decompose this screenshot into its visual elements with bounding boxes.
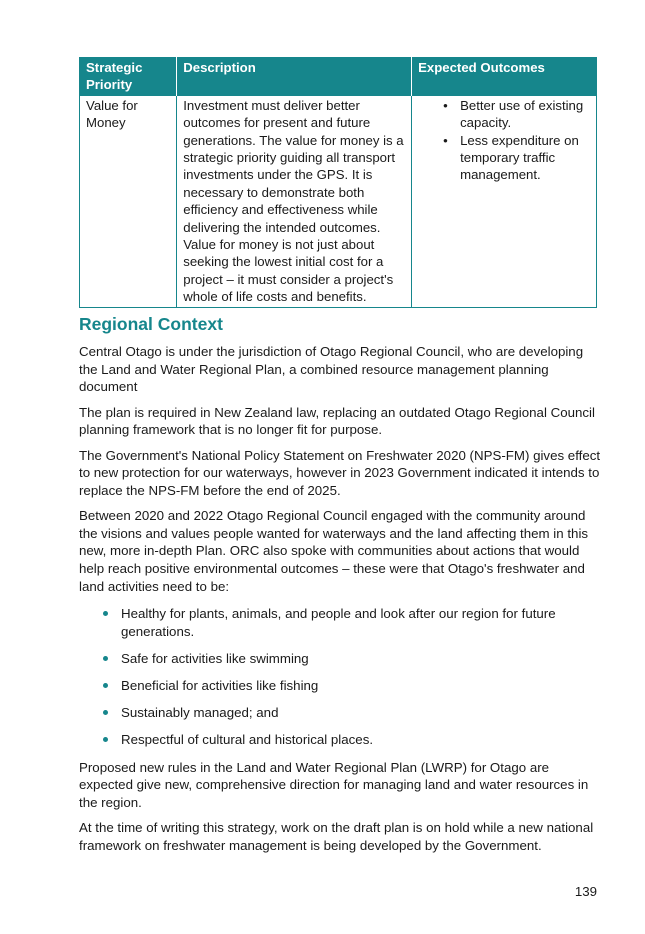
header-strategic-priority: Strategic Priority <box>80 57 177 95</box>
paragraph: The Government's National Policy Statement on Freshwater 2020 (NPS-FM) gives effect to new protection for our waterways, however in 2023 Government indicated it intends to replace the NPS-FM before the end of 2025. <box>79 447 601 498</box>
outcome-item: • Less expenditure on temporary traffic management. <box>418 132 590 184</box>
table-header-row <box>80 57 597 95</box>
list-item: Sustainably managed; and <box>79 704 601 722</box>
paragraph: The plan is required in New Zealand law, replacing an outdated Otago Regional Council planning framework that is no longer fit for purpose. <box>79 404 595 438</box>
page-number: 139 <box>574 884 597 899</box>
outcome-item: • Better use of existing capacity. <box>418 97 590 132</box>
freshwater-values-list <box>79 605 601 749</box>
cell-priority: Value for Money <box>80 95 177 307</box>
list-item: Safe for activities like swimming <box>79 650 601 668</box>
outcomes-list <box>418 97 590 184</box>
header-expected-outcomes: Expected Outcomes <box>412 57 597 95</box>
paragraph: Proposed new rules in the Land and Water Regional Plan (LWRP) for Otago are expected give new, comprehensive direction for managing land and water resources in the region. <box>79 759 589 810</box>
list-item: Respectful of cultural and historical places. <box>79 731 601 749</box>
cell-description: Investment must deliver better outcomes for present and future generations. The value for money is a strategic priority guiding all transport investments under the GPS. It is necessary to demonstrate both efficiency and effectiveness while delivering the intended outcomes. Value for money is not just about seeking the lowest initial cost for a project – it must consider a project's whole of life costs and benefits. <box>177 95 412 307</box>
section-heading: Regional Context <box>79 314 223 334</box>
table-row <box>80 95 597 307</box>
paragraph: Between 2020 and 2022 Otago Regional Council engaged with the community around the visions and values people wanted for waterways and the land affecting them in this new, more in-depth Plan. ORC also spoke with communities about actions that would help reach positive environmental outcomes – these were that Otago's freshwater and land activities need to be: <box>79 508 589 594</box>
strategic-priority-table <box>79 57 597 308</box>
section-body <box>79 343 601 862</box>
list-item: Beneficial for activities like fishing <box>79 677 601 695</box>
header-description: Description <box>177 57 412 95</box>
paragraph: At the time of writing this strategy, work on the draft plan is on hold while a new national framework on freshwater management is being developed by the Government. <box>79 820 594 853</box>
list-item: Healthy for plants, animals, and people and look after our region for future generations. <box>79 605 601 640</box>
paragraph: Central Otago is under the jurisdiction of Otago Regional Council, who are developing the Land and Water Regional Plan, a combined resource management planning document <box>79 344 584 395</box>
cell-outcomes <box>412 95 597 307</box>
